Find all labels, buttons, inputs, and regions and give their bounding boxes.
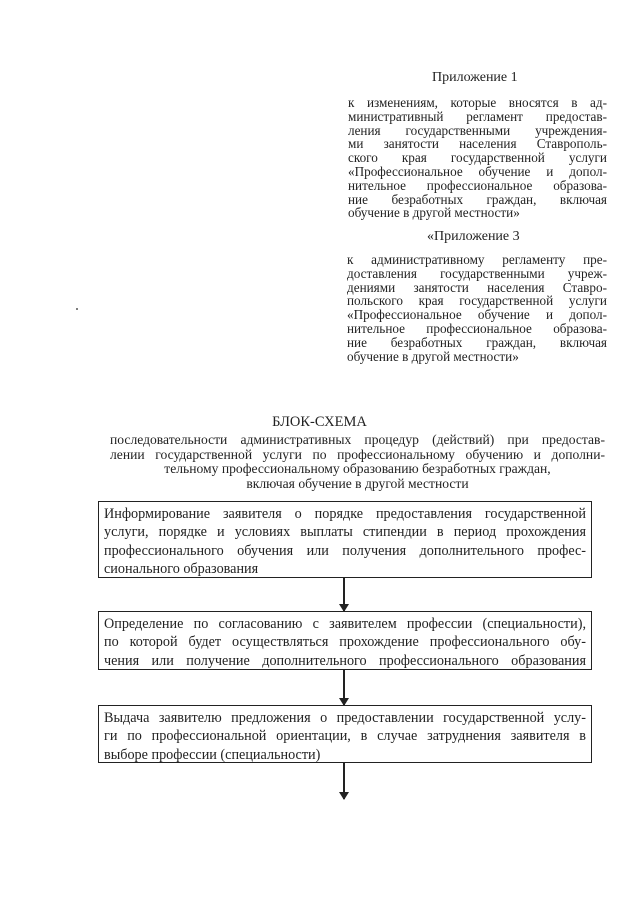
appendix-3-heading: «Приложение 3 (427, 229, 520, 244)
step-text-line: профессионального обучения или получения дополнительного профес- (104, 542, 586, 559)
flow-arrow-down (343, 670, 345, 705)
appendix-1-line: ского края государственной услуги (348, 150, 607, 166)
flow-step-profession-selection (98, 611, 592, 670)
subtitle-line: лении государственной услуги по профессиональному обучению и дополни- (110, 446, 605, 462)
flow-arrow-down (343, 763, 345, 799)
step-text-line: ги по профессиональной ориентации, в случае затруднения заявителя в (104, 728, 586, 745)
appendix-1-line: нительное профессиональное образова- (348, 177, 607, 193)
appendix-3-line: нительное профессиональное образова- (347, 320, 607, 336)
scan-speck (76, 308, 78, 310)
appendix-3-line: «Профессиональное обучение и допол- (347, 307, 607, 323)
appendix-1-line: обучение в другой местности» (348, 205, 520, 221)
subtitle-line: тельному профессиональному образованию безработных граждан, (164, 461, 551, 477)
step-text-line: Определение по согласованию с заявителем профессии (специальности), (104, 616, 586, 632)
flow-step-career-guidance-offer (98, 705, 592, 763)
step-text-line: Выдача заявителю предложения о предоставлении государственной услу- (104, 710, 586, 726)
flow-step-informing (98, 501, 592, 578)
step-text-line: выборе профессии (специальности) (104, 746, 321, 763)
appendix-1-line: ми занятости населения Ставрополь- (348, 136, 607, 152)
appendix-1-line: к изменениям, которые вносятся в ад- (348, 95, 607, 110)
appendix-3-line: обучение в другой местности» (347, 348, 519, 364)
flowchart-subtitle (110, 433, 605, 491)
appendix-1-line: ние безработных граждан, включая (348, 191, 607, 207)
appendix-3-line: ние безработных граждан, включая (347, 334, 607, 350)
appendix-3-line: к административному регламенту пре- (347, 252, 607, 267)
flowchart-title: БЛОК-СХЕМА (272, 414, 367, 430)
appendix-3-line: польского края государственной услуги (347, 293, 607, 309)
appendix-1-line: ления государственными учреждения- (348, 122, 607, 138)
subtitle-line: последовательности административных процедур (действий) при предостав- (110, 432, 605, 447)
appendix-3-line: дениями занятости населения Ставро- (347, 279, 607, 295)
appendix-1-line: «Профессиональное обучение и допол- (348, 163, 607, 179)
subtitle-line: включая обучение в другой местности (246, 475, 469, 491)
appendix-1-heading: Приложение 1 (432, 70, 518, 85)
appendix-3-line: доставления государственными учреж- (347, 265, 607, 281)
step-text-line: услуги, порядке и условиях выплаты стипендии в период прохождения (104, 524, 586, 541)
appendix-1-text (348, 96, 607, 220)
step-text-line: Информирование заявителя о порядке предоставления государственной (104, 506, 586, 522)
step-text-line: сионального образования (104, 560, 259, 577)
flow-arrow-down (343, 578, 345, 611)
step-text-line: чения или получение дополнительного профессионального образования (104, 652, 586, 669)
appendix-1-line: министративный регламент предостав- (348, 108, 607, 124)
step-text-line: по которой будет осуществляться прохождение профессионального обу- (104, 634, 586, 651)
appendix-3-text (347, 253, 607, 363)
